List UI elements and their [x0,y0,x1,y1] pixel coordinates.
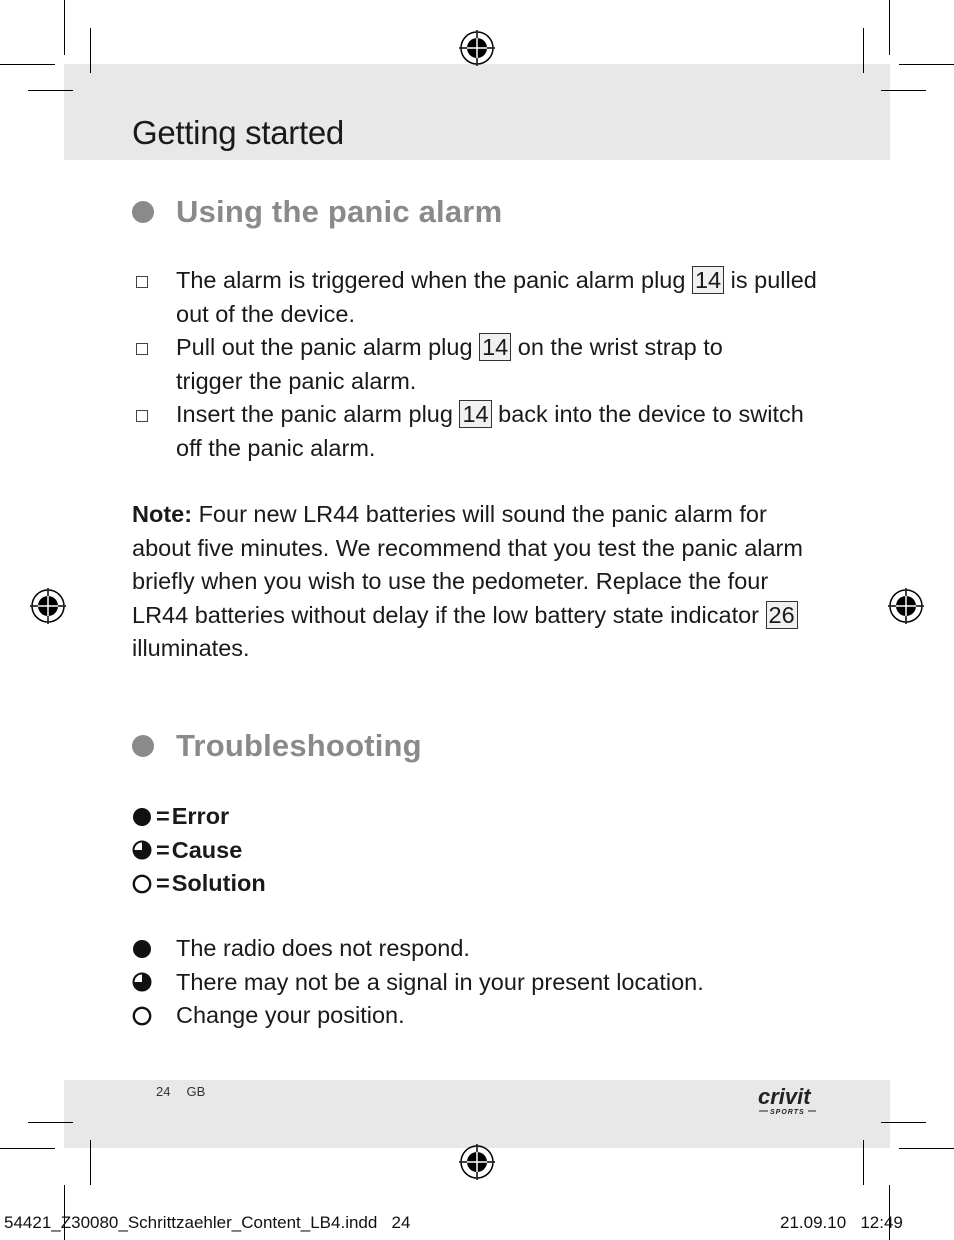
print-slug-filename: 54421_Z30080_Schrittzaehler_Content_LB4.indd 24 [4,1213,411,1232]
reference-number-badge: 26 [766,601,798,629]
reference-number-badge: 14 [479,333,511,361]
list-item-text: The alarm is triggered when the panic alarm plug 14 is pulled out of the device. [176,267,817,327]
crop-mark [90,28,91,73]
registration-mark-icon [459,30,495,66]
crop-mark [0,64,55,65]
list-item [132,966,704,1000]
troubleshooting-items [132,932,704,1033]
solution-empty-circle-icon [132,1006,152,1026]
crop-mark [863,28,864,73]
list-item [132,264,852,331]
registration-mark-icon [459,1144,495,1180]
error-filled-circle-icon [132,807,152,827]
note-paragraph: Note: Four new LR44 batteries will sound the panic alarm for about five minutes. We recommend that you test the panic alarm briefly when you wish to use the pedometer. Replace the four LR44 batteries without delay if the low battery state indicator 26 illuminates. [132,501,803,661]
list-item [132,331,852,398]
crop-mark [0,1148,55,1149]
section-heading-panic-alarm [132,194,502,230]
reference-number-badge: 14 [459,400,491,428]
checkbox-square-icon [132,398,176,465]
error-text: The radio does not respond. [176,935,470,961]
list-item [132,932,704,966]
instruction-list [132,264,852,465]
legend-row-solution: = Solution [132,867,266,901]
crop-mark [889,0,890,55]
language-code: GB [186,1084,206,1099]
crop-mark [863,1140,864,1185]
crop-mark [28,90,73,91]
cause-text: There may not be a signal in your present location. [176,968,704,995]
crop-mark [881,90,926,91]
section-bullet-icon [132,735,154,757]
crop-mark [881,1122,926,1123]
registration-mark-icon [30,588,66,624]
solution-text: Change your position. [176,1002,405,1028]
cause-half-circle-icon [132,972,152,992]
checkbox-square-icon [132,331,176,398]
list-item-text: Insert the panic alarm plug 14 back into the device to switch off the panic alarm. [176,401,804,461]
error-filled-circle-icon [132,939,152,959]
page-number: 24 GB [156,1084,206,1099]
cause-half-circle-icon [132,840,152,860]
svg-text:SPORTS: SPORTS [770,1109,805,1116]
crivit-sports-logo [756,1080,826,1120]
crop-mark [28,1122,73,1123]
registration-mark-icon [888,588,924,624]
section-bullet-icon [132,201,154,223]
solution-empty-circle-icon [132,874,152,894]
svg-text:crivit: crivit [758,1084,811,1109]
crop-mark [899,1148,954,1149]
page-title: Getting started [132,114,344,151]
list-item-text: Pull out the panic alarm plug 14 on the wrist strap to trigger the panic alarm. [176,334,723,394]
print-slug-date: 21.09.10 12:49 [780,1213,903,1232]
crop-mark [64,0,65,55]
legend-row-cause: = Cause [132,834,266,868]
section-heading-text: Troubleshooting [176,728,422,763]
checkbox-square-icon [132,264,176,331]
reference-number-badge: 14 [692,266,724,294]
list-item [132,398,852,465]
section-heading-troubleshooting [132,728,422,764]
list-item [132,999,704,1033]
note-label: Note: [132,501,193,527]
symbol-legend [132,800,266,901]
crop-mark [90,1140,91,1185]
section-heading-text: Using the panic alarm [176,194,503,229]
crop-mark [899,64,954,65]
legend-row-error: = Error [132,800,266,834]
